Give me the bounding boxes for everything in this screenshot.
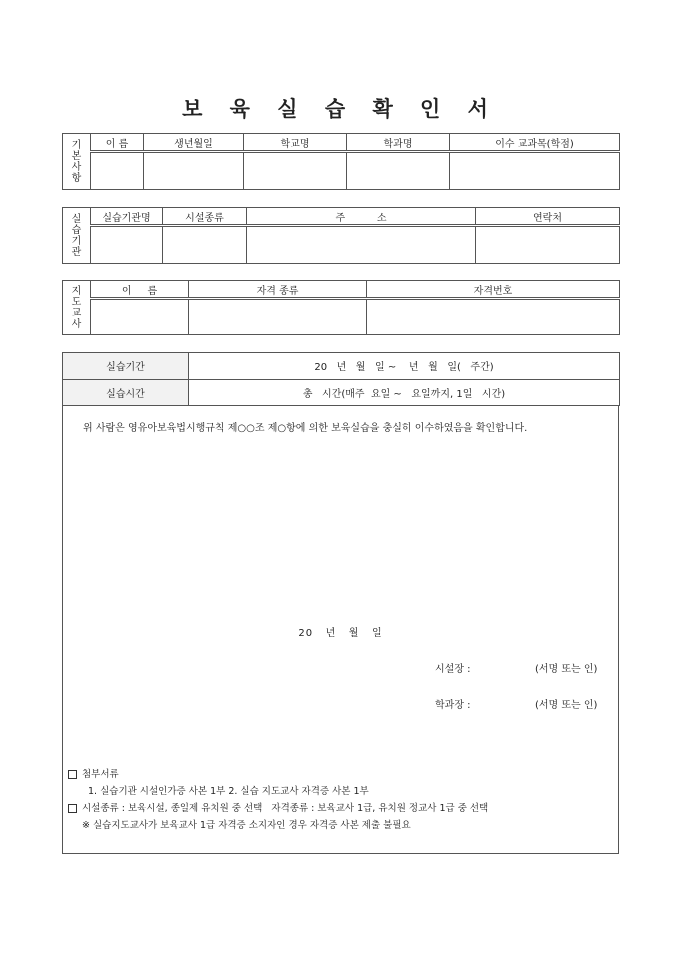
header-birthdate: 생년월일: [144, 134, 244, 152]
header-facility-type: 시설종류: [163, 208, 247, 226]
qualification-number-cell[interactable]: [367, 299, 620, 335]
department-cell[interactable]: [347, 152, 450, 190]
notes-list: [68, 766, 616, 834]
header-school: 학교명: [244, 134, 347, 152]
facility-type-cell[interactable]: [163, 226, 247, 264]
header-qualification-type: 자격 종류: [189, 281, 367, 299]
facility-side-label: 실 습 기 관: [63, 208, 91, 264]
birthdate-cell[interactable]: [144, 152, 244, 190]
period-table: [62, 352, 620, 406]
address-cell[interactable]: [247, 226, 476, 264]
document-title: 보 육 실 습 확 인 서: [182, 97, 498, 121]
school-cell[interactable]: [244, 152, 347, 190]
header-courses: 이수 교과목(학점): [450, 134, 620, 152]
confirmation-body: [62, 406, 619, 854]
hours-label: 실습시간: [63, 379, 189, 406]
period-value[interactable]: 20 년 월 일 ~ 년 월 일( 주간): [189, 353, 620, 380]
hours-value[interactable]: 총 시간(매주 요일 ~ 요일까지, 1일 시간): [189, 379, 620, 406]
issue-date[interactable]: 20 년 월 일: [298, 628, 383, 639]
basic-info-table: [62, 133, 620, 190]
facility-table: [62, 207, 620, 264]
facility-name-cell[interactable]: [91, 226, 163, 264]
header-department: 학과명: [347, 134, 450, 152]
supervisor-side-label: 지 도 교 사: [63, 281, 91, 335]
qualification-type-cell[interactable]: [189, 299, 367, 335]
checkbox-icon: [68, 770, 77, 779]
attachments-heading: 첨부서류: [68, 766, 616, 783]
header-qualification-number: 자격번호: [367, 281, 620, 299]
attachments-items: 1. 실습기관 시설인가증 사본 1부 2. 실습 지도교사 자격증 사본 1부: [88, 786, 369, 797]
basic-info-side-label: 기 본 사 항: [63, 134, 91, 190]
checkbox-icon: [68, 804, 77, 813]
supervisor-name-cell[interactable]: [91, 299, 189, 335]
header-facility-name: 실습기관명: [91, 208, 163, 226]
facility-type-note: 시설종류 : 보육시설, 종일제 유치원 중 선택 자격종류 : 보육교사 1급, 유치원 정교사 1급 중 선택: [68, 800, 616, 817]
remark-note: ※ 실습지도교사가 보육교사 1급 자격증 소지자인 경우 자격증 사본 제출 불필요: [82, 820, 411, 831]
department-head-signature[interactable]: (서명 또는 인): [535, 700, 598, 711]
header-contact: 연락처: [476, 208, 620, 226]
department-head-label: 학과장 :: [435, 700, 471, 711]
facility-head-label: 시설장 :: [435, 664, 471, 675]
period-label: 실습기간: [63, 353, 189, 380]
facility-head-signature[interactable]: (서명 또는 인): [535, 664, 598, 675]
supervisor-table: [62, 280, 620, 335]
courses-cell[interactable]: [450, 152, 620, 190]
confirmation-statement: 위 사람은 영유아보육법시행규칙 제○○조 제○항에 의한 보육실습을 충실히 이수하였음을 확인합니다.: [83, 423, 528, 434]
header-address: 주 소: [247, 208, 476, 226]
contact-cell[interactable]: [476, 226, 620, 264]
name-cell[interactable]: [91, 152, 144, 190]
header-supervisor-name: 이 름: [91, 281, 189, 299]
header-name: 이 름: [91, 134, 144, 152]
